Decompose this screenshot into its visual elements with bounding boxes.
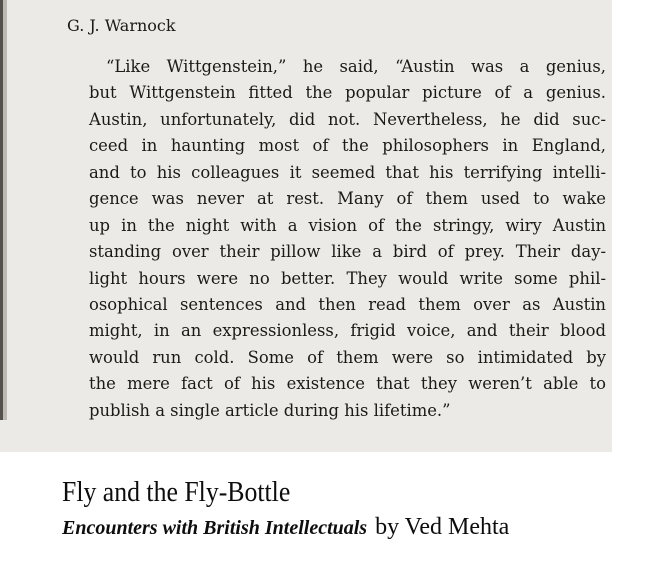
quote-line: osophical sentences and then read them over as Austin — [89, 294, 606, 314]
quote-line: up in the night with a vision of the stringy, wiry Austin — [89, 215, 606, 235]
quote-line: standing over their pillow like a bird of prey. Their day- — [89, 242, 606, 262]
quote-line: publish a single article during his lifetime.” — [89, 400, 451, 420]
quote-line: gence was never at rest. Many of them used to wake — [89, 189, 606, 209]
book-title: Fly and the Fly-Bottle — [62, 477, 291, 508]
book-subtitle: Encounters with British Intellectuals — [62, 517, 368, 539]
caption-subtitle-line — [62, 512, 509, 543]
book-byline: by Ved Mehta — [375, 514, 510, 540]
quote-line: but Wittgenstein fitted the popular picture of a genius. — [89, 83, 606, 103]
quote-line: would run cold. Some of them were so intimidated by — [89, 347, 606, 367]
running-head: G. J. Warnock — [67, 16, 176, 35]
quote-line: Austin, unfortunately, did not. Nevertheless, he did suc- — [89, 109, 606, 129]
quote-paragraph — [89, 54, 606, 424]
quote-line: might, in an expressionless, frigid voice, and their blood — [89, 321, 606, 341]
quote-line: “Like Wittgenstein,” he said, “Austin was a genius, — [106, 57, 606, 76]
scan-left-shadow — [3, 0, 7, 420]
quote-line: light hours were no better. They would write some phil- — [89, 268, 606, 288]
quote-line: ceed in haunting most of the philosophers in England, — [89, 136, 606, 156]
quote-line: the mere fact of his existence that they weren’t able to — [89, 374, 606, 394]
quote-line: and to his colleagues it seemed that his terrifying intelli- — [89, 162, 606, 182]
